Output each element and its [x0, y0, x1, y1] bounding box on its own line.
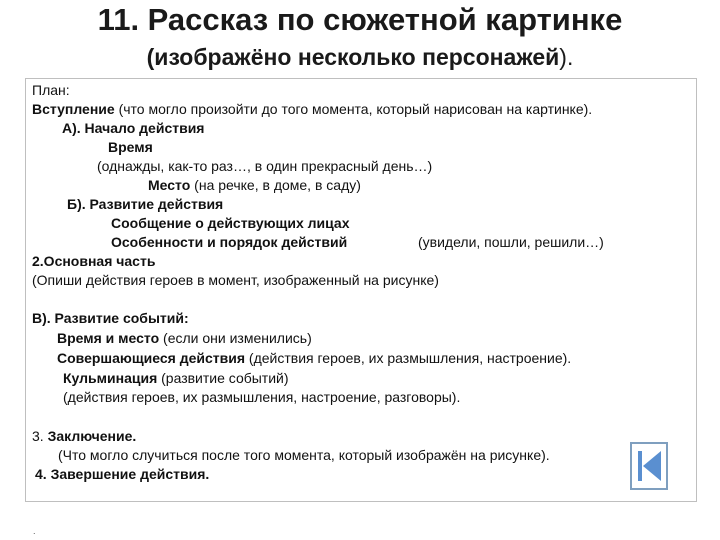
- actions-label: Совершающиеся действия: [57, 350, 246, 366]
- place-line: [148, 177, 361, 194]
- time-place-text: (если они изменились): [159, 330, 312, 346]
- time-place-line: [57, 330, 312, 347]
- footer-dot: .: [33, 526, 36, 536]
- slide-subtitle: [0, 44, 720, 71]
- intro-label: Вступление: [32, 101, 115, 117]
- slide-title: 11. Рассказ по сюжетной картинке: [97, 2, 623, 37]
- back-to-start-icon: [632, 444, 666, 488]
- place-text: (на речке, в доме, в саду): [190, 177, 361, 193]
- conclusion-text: (Что могло случиться после того момента, который изображён на рисунке).: [58, 447, 550, 463]
- conclusion-label: Заключение.: [47, 428, 137, 444]
- climax-label: Кульминация: [63, 370, 158, 386]
- subtitle-main: (изображёно несколько персонажей: [146, 44, 560, 70]
- time-place-label: Время и место: [57, 330, 160, 346]
- features-text: (увидели, пошли, решили…): [418, 234, 604, 250]
- climax-line: [63, 370, 289, 387]
- conclusion-number: 3.: [32, 428, 48, 444]
- subtitle-end: ).: [559, 44, 574, 70]
- time-label: Время: [108, 139, 153, 155]
- intro-text: (что могло произойти до того момента, который нарисован на картинке).: [114, 101, 593, 117]
- section-b-label: Б). Развитие действия: [67, 196, 224, 212]
- characters-label: Сообщение о действующих лицах: [111, 215, 350, 231]
- climax-text: (развитие событий): [157, 370, 289, 386]
- time-text: (однажды, как-то раз…, в один прекрасный день…): [97, 158, 433, 174]
- section-a-label: А). Начало действия: [62, 120, 205, 136]
- actions-line: [57, 350, 571, 367]
- main-part-text: (Опиши действия героев в момент, изображенный на рисунке): [32, 272, 439, 288]
- place-label: Место: [148, 177, 191, 193]
- intro-line: [32, 101, 592, 118]
- ending-label: 4. Завершение действия.: [35, 466, 210, 482]
- nav-back-button[interactable]: [630, 442, 668, 490]
- section-v-label: В). Развитие событий:: [32, 310, 189, 326]
- conclusion-line: [32, 428, 136, 445]
- main-part-label: 2.Основная часть: [32, 253, 156, 269]
- actions-text: (действия героев, их размышления, настроение).: [245, 350, 572, 366]
- climax-text-2: (действия героев, их размышления, настроение, разговоры).: [63, 389, 461, 405]
- plan-heading: План:: [32, 82, 70, 98]
- features-label: Особенности и порядок действий: [111, 234, 348, 250]
